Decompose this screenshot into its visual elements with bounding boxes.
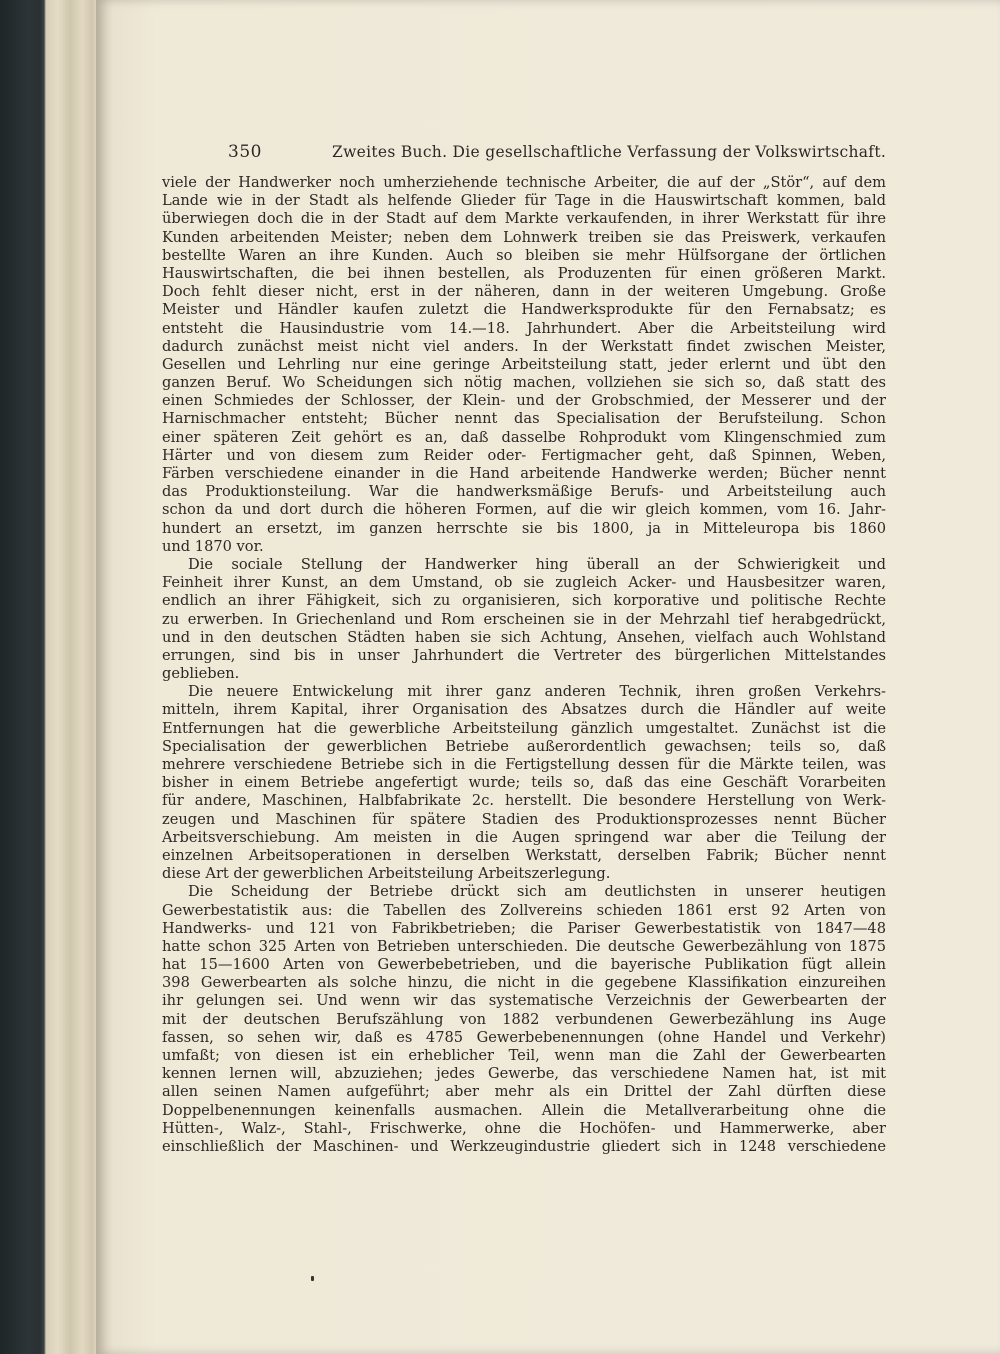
text-line: Die Scheidung der Betriebe drückt sich am deutlichsten in unserer heutigen (188, 883, 886, 901)
text-line: geblieben. (162, 665, 240, 683)
ink-speck (311, 1276, 314, 1281)
text-line: überwiegen doch die in der Stadt auf dem Markte verkaufenden, in ihrer Werkstatt für ihre (162, 210, 886, 228)
text-line: endlich an ihrer Fähigkeit, sich zu organisieren, sich korporative und politische Rechte (162, 592, 886, 610)
text-line: viele der Handwerker noch umherziehende technische Arbeiter, die auf der „Stör“, auf dem (162, 174, 886, 191)
text-line: Gesellen und Lehrling nur eine geringe Arbeitsteilung statt, jeder erlernt und übt den (162, 355, 886, 373)
text-line: Feinheit ihrer Kunst, an dem Umstand, ob sie zugleich Acker- und Hausbesitzer waren, (162, 574, 886, 592)
page-header (228, 142, 888, 166)
text-line: und in den deutschen Städten haben sie sich Achtung, Ansehen, vielfach auch Wohlstand (162, 628, 886, 646)
text-line: Meister und Händler kaufen zuletzt die Handwerksprodukte für den Fernabsatz; es (162, 301, 886, 319)
text-line: entsteht die Hausindustrie vom 14.—18. Jahrhundert. Aber die Arbeitsteilung wird (162, 319, 886, 337)
text-line: ganzen Beruf. Wo Scheidungen sich nötig machen, vollziehen sie sich so, daß statt des (162, 374, 886, 392)
text-line: fassen, so sehen wir, daß es 4785 Gewerbebenennungen (ohne Handel und Verkehr) (162, 1028, 886, 1046)
text-line: Entfernungen hat die gewerbliche Arbeitsteilung gänzlich umgestaltet. Zunächst ist die (162, 719, 886, 737)
text-line: Härter und von diesem zum Reider oder- Fertigmacher geht, daß Spinnen, Weben, (162, 446, 886, 464)
text-line: Specialisation der gewerblichen Betriebe außerordentlich gewachsen; teils so, daß (162, 737, 886, 755)
body-text (162, 174, 886, 1156)
text-line: für andere, Maschinen, Halbfabrikate 2c. herstellt. Die besondere Herstellung von Werk- (162, 792, 886, 810)
text-line: schon da und dort durch die höheren Formen, auf die wir gleich kommen, vom 16. Jahr- (162, 501, 886, 519)
text-line: kennen lernen will, abzuziehen; jedes Gewerbe, das verschiedene Namen hat, ist mit (162, 1065, 886, 1083)
text-line: umfaßt; von diesen ist ein erheblicher Teil, wenn man die Zahl der Gewerbearten (162, 1047, 886, 1064)
text-line: Hütten-, Walz-, Stahl-, Frischwerke, ohne die Hochöfen- und Hammerwerke, aber (162, 1119, 886, 1137)
text-line: bestellte Waren an ihre Kunden. Auch so bleiben sie mehr Hülfsorgane der örtlichen (162, 246, 886, 264)
text-line: hundert an ersetzt, im ganzen herrschte sie bis 1800, ja in Mitteleuropa bis 1860 (162, 519, 886, 537)
text-line: Kunden arbeitenden Meister; neben dem Lohnwerk treiben sie das Preiswerk, verkaufen (162, 228, 886, 246)
text-line: zeugen und Maschinen für spätere Stadien des Produktionsprozesses nennt Bücher (162, 810, 886, 828)
text-line: Doch fehlt dieser nicht, erst in der näheren, dann in der weiteren Umgebung. Große (162, 283, 886, 301)
text-line: Die sociale Stellung der Handwerker hing überall an der Schwierigkeit und (188, 555, 886, 573)
text-line: mit der deutschen Berufszählung von 1882 verbundenen Gewerbezählung ins Auge (162, 1010, 886, 1028)
text-line: errungen, sind bis in unser Jahrhundert die Vertreter des bürgerlichen Mittelstandes (162, 646, 886, 664)
page-number: 350 (228, 142, 262, 162)
text-line: 398 Gewerbearten als solche hinzu, die nicht in die gegebene Klassifikation einzureihen (162, 974, 886, 992)
text-line: einen Schmiedes der Schlosser, der Klein- und der Grobschmied, der Messerer und der (162, 392, 886, 410)
text-line: Harnischmacher entsteht; Bücher nennt das Specialisation der Berufsteilung. Schon (162, 410, 886, 428)
text-line: zu erwerben. In Griechenland und Rom erscheinen sie in der Mehrzahl tief herabgedrückt, (162, 610, 886, 628)
text-line: Lande wie in der Stadt als helfende Glieder für Tage in die Hauswirtschaft kommen, bald (162, 192, 886, 210)
text-line: einer späteren Zeit gehört es an, daß dasselbe Rohprodukt vom Klingenschmied zum (162, 428, 886, 446)
text-line: bisher in einem Betriebe angefertigt wurde; teils so, daß das eine Geschäft Vorarbeiten (162, 774, 886, 792)
text-line: hat 15—1600 Arten von Gewerbebetrieben, und die bayerische Publikation fügt allein (162, 956, 886, 974)
text-line: Die neuere Entwickelung mit ihrer ganz anderen Technik, ihren großen Verkehrs- (188, 683, 886, 701)
text-line: dadurch zunächst meist nicht viel anders. In der Werkstatt findet zwischen Meister, (162, 337, 886, 355)
text-line: mitteln, ihrem Kapital, ihrer Organisation des Absatzes durch die Händler auf weite (162, 701, 886, 719)
text-line: und 1870 vor. (162, 537, 264, 555)
text-line: einzelnen Arbeitsoperationen in derselben Werkstatt, derselben Fabrik; Bücher nennt (162, 846, 886, 864)
text-line: Arbeitsverschiebung. Am meisten in die Augen springend war aber die Teilung der (162, 828, 886, 846)
text-line: hatte schon 325 Arten von Betrieben unterschieden. Die deutsche Gewerbezählung von 1875 (162, 937, 886, 955)
text-line: diese Art der gewerblichen Arbeitsteilung Arbeitszerlegung. (162, 865, 611, 883)
text-line: Hauswirtschaften, die bei ihnen bestellen, als Produzenten für einen größeren Markt. (162, 264, 886, 282)
text-line: Handwerks- und 121 von Fabrikbetrieben; die Pariser Gewerbestatistik von 1847—48 (162, 919, 886, 937)
text-line: allen seinen Namen aufgeführt; aber mehr als ein Drittel der Zahl dürften diese (162, 1083, 886, 1101)
text-line: Gewerbestatistik aus: die Tabellen des Zollvereins schieden 1861 erst 92 Arten von (162, 901, 886, 919)
text-line: mehrere verschiedene Betriebe sich in die Fertigstellung dessen für die Märkte teilen, was (162, 756, 886, 773)
book-binding (0, 0, 100, 1354)
running-title: Zweites Buch. Die gesellschaftliche Verfassung der Volkswirtschaft. (332, 143, 887, 161)
text-line: ihr gelungen sei. Und wenn wir das systematische Verzeichnis der Gewerbearten der (162, 992, 886, 1010)
text-line: Doppelbenennungen keinenfalls ausmachen. Allein die Metallverarbeitung ohne die (162, 1101, 886, 1119)
text-line: Färben verschiedene einander in die Hand arbeitende Handwerke werden; Bücher nennt (162, 465, 886, 482)
text-line: das Produktionsteilung. War die handwerksmäßige Berufs- und Arbeitsteilung auch (162, 483, 886, 501)
text-line: einschließlich der Maschinen- und Werkzeugindustrie gliedert sich in 1248 verschiedene (162, 1137, 886, 1155)
